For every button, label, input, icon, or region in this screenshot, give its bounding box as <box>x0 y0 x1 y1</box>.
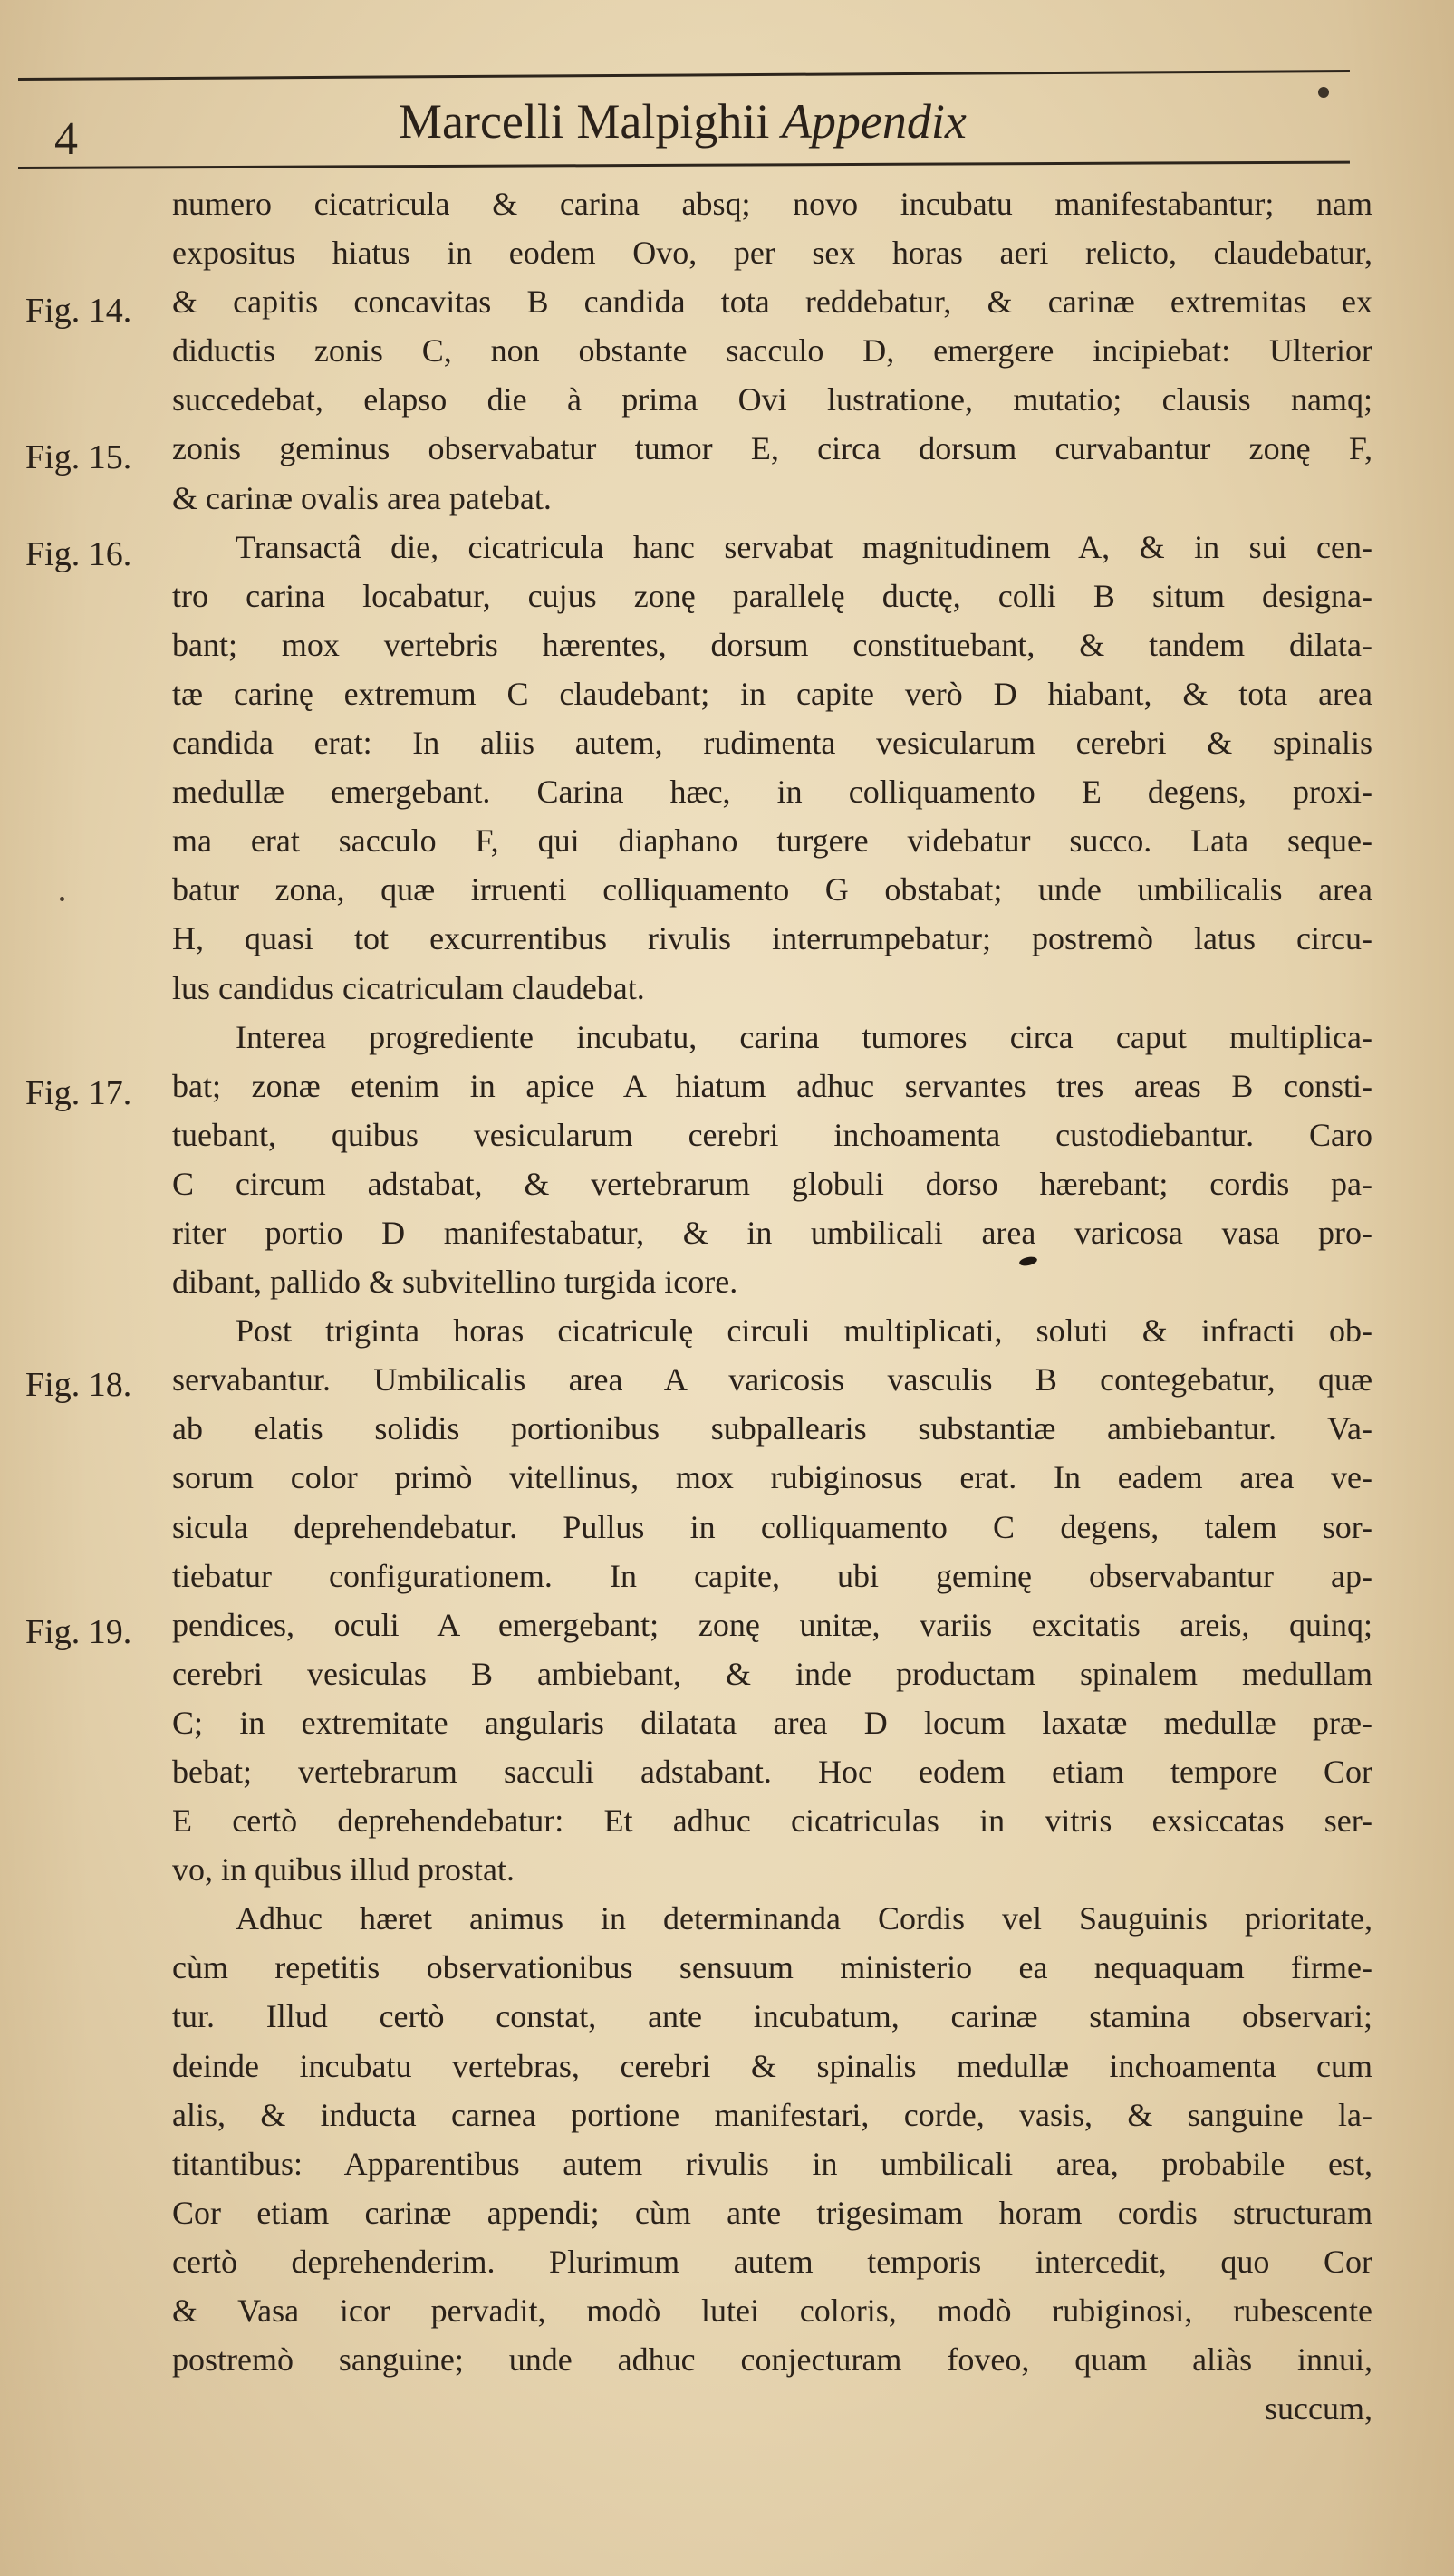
running-title <box>399 94 967 149</box>
text-line: sorum color primò vitellinus, mox rubiginosus erat. In eadem area ve- <box>172 1459 1372 1496</box>
paragraph-first-line: Adhuc hæret animus in determinanda Cordis vel Sauguinis prioritate, <box>236 1900 1372 1937</box>
text-line: expositus hiatus in eodem Ovo, per sex horas aeri relicto, claudebatur, <box>172 235 1372 272</box>
text-line: bebat; vertebrarum sacculi adstabant. Hoc eodem etiam tempore Cor <box>172 1754 1372 1790</box>
margin-note-fig-15: Fig. 15. <box>25 438 132 476</box>
text-line: alis, & inducta carnea portione manifestari, corde, vasis, & sanguine la- <box>172 2096 1372 2133</box>
text-line: numero cicatricula & carina absq; novo incubatu manifestabantur; nam <box>172 186 1372 222</box>
text-line: Cor etiam carinæ appendi; cùm ante trigesimam horam cordis structuram <box>172 2194 1372 2231</box>
text-line: tæ carinę extremum C claudebant; in capite verò D hiabant, & tota area <box>172 675 1372 712</box>
text-line: pendices, oculi A emergebant; zonę unitæ, variis excitatis areis, quinq; <box>172 1606 1372 1643</box>
margin-note-fig-18: Fig. 18. <box>25 1366 132 1404</box>
text-line: & capitis concavitas B candida tota reddebatur, & carinæ extremitas ex <box>172 284 1372 321</box>
margin-note-fig-19: Fig. 19. <box>25 1613 132 1651</box>
text-line: bat; zonæ etenim in apice A hiatum adhuc servantes tres areas B consti- <box>172 1067 1372 1104</box>
text-line: & carinæ ovalis area patebat. <box>172 479 552 516</box>
text-line: E certò deprehendebatur: Et adhuc cicatriculas in vitris exsiccatas ser- <box>172 1802 1372 1840</box>
ink-blot <box>1318 87 1329 98</box>
text-line: cerebri vesiculas B ambiebant, & inde productam spinalem medullam <box>172 1655 1372 1692</box>
header-bottom-rule <box>18 161 1350 169</box>
page-number: 4 <box>54 113 78 165</box>
margin-note-fig-14: Fig. 14. <box>25 292 132 330</box>
text-line: deinde incubatu vertebras, cerebri & spinalis medullæ inchoamenta cum <box>172 2047 1372 2084</box>
text-line: C circum adstabat, & vertebrarum globuli dorso hærebant; cordis pa- <box>172 1165 1372 1202</box>
text-line: certò deprehenderim. Plurimum autem temporis intercedit, quo Cor <box>172 2243 1372 2280</box>
text-line: vo, in quibus illud prostat. <box>172 1851 515 1889</box>
text-line: medullæ emergebant. Carina hæc, in colliquamento E degens, proxi- <box>172 774 1372 811</box>
paragraph-first-line: Interea progrediente incubatu, carina tumores circa caput multiplica- <box>236 1018 1372 1055</box>
body-text <box>172 179 1372 2433</box>
running-title-appendix: Appendix <box>781 94 967 149</box>
text-line: sicula deprehendebatur. Pullus in colliquamento C degens, talem sor- <box>172 1508 1372 1545</box>
text-line: & Vasa icor pervadit, modò lutei coloris, modò rubiginosi, rubescente <box>172 2292 1372 2330</box>
margin-note-fig-16: Fig. 16. <box>25 535 132 573</box>
text-line: tur. Illud certò constat, ante incubatum, carinæ stamina observari; <box>172 1998 1372 2035</box>
header-top-rule <box>18 70 1350 81</box>
text-line: riter portio D manifestabatur, & in umbilicali area varicosa vasa pro- <box>172 1214 1372 1251</box>
paragraph-first-line: Transactâ die, cicatricula hanc servabat magnitudinem A, & in sui cen- <box>236 528 1372 565</box>
paragraph-first-line: Post triginta horas cicatriculę circuli multiplicati, soluti & infracti ob- <box>236 1312 1372 1350</box>
text-line: dibant, pallido & subvitellino turgida icore. <box>172 1264 738 1301</box>
text-line: bant; mox vertebris hærentes, dorsum constituebant, & tandem dilata- <box>172 626 1372 663</box>
text-line: titantibus: Apparentibus autem rivulis in umbilicali area, probabile est, <box>172 2145 1372 2182</box>
text-line: postremò sanguine; unde adhuc conjecturam foveo, quam aliàs innui, <box>172 2341 1372 2379</box>
text-line: ma erat sacculo F, qui diaphano turgere videbatur succo. Lata seque- <box>172 822 1372 860</box>
text-line: batur zona, quæ irruenti colliquamento G obstabat; unde umbilicalis area <box>172 871 1372 908</box>
text-line: candida erat: In aliis autem, rudimenta vesicularum cerebri & spinalis <box>172 725 1372 762</box>
text-line: C; in extremitate angularis dilatata area D locum laxatæ medullæ præ- <box>172 1704 1372 1741</box>
text-line: diductis zonis C, non obstante sacculo D, emergere incipiebat: Ulterior <box>172 332 1372 370</box>
catchword: succum, <box>1265 2390 1372 2427</box>
text-line: zonis geminus observabatur tumor E, circa dorsum curvabantur zonę F, <box>172 430 1372 467</box>
text-line: lus candidus cicatriculam claudebat. <box>172 969 645 1006</box>
ink-speck <box>60 897 64 901</box>
text-line: H, quasi tot excurrentibus rivulis interrumpebatur; postremò latus circu- <box>172 920 1372 957</box>
text-line: succedebat, elapso die à prima Ovi lustratione, mutatio; clausis namq; <box>172 381 1372 418</box>
text-line: servabantur. Umbilicalis area A varicosis vasculis B contegebatur, quæ <box>172 1361 1372 1399</box>
margin-note-fig-17: Fig. 17. <box>25 1074 132 1112</box>
text-line: tuebant, quibus vesicularum cerebri inchoamenta custodiebantur. Caro <box>172 1116 1372 1153</box>
text-line: tro carina locabatur, cujus zonę parallelę ductę, colli B situm designa- <box>172 577 1372 614</box>
text-line: tiebatur configurationem. In capite, ubi geminę observabantur ap- <box>172 1557 1372 1594</box>
text-line: cùm repetitis observationibus sensuum ministerio ea nequaquam firme- <box>172 1949 1372 1986</box>
text-line: ab elatis solidis portionibus subpallearis substantiæ ambiebantur. Va- <box>172 1410 1372 1447</box>
running-title-author: Marcelli Malpighii <box>399 94 770 149</box>
